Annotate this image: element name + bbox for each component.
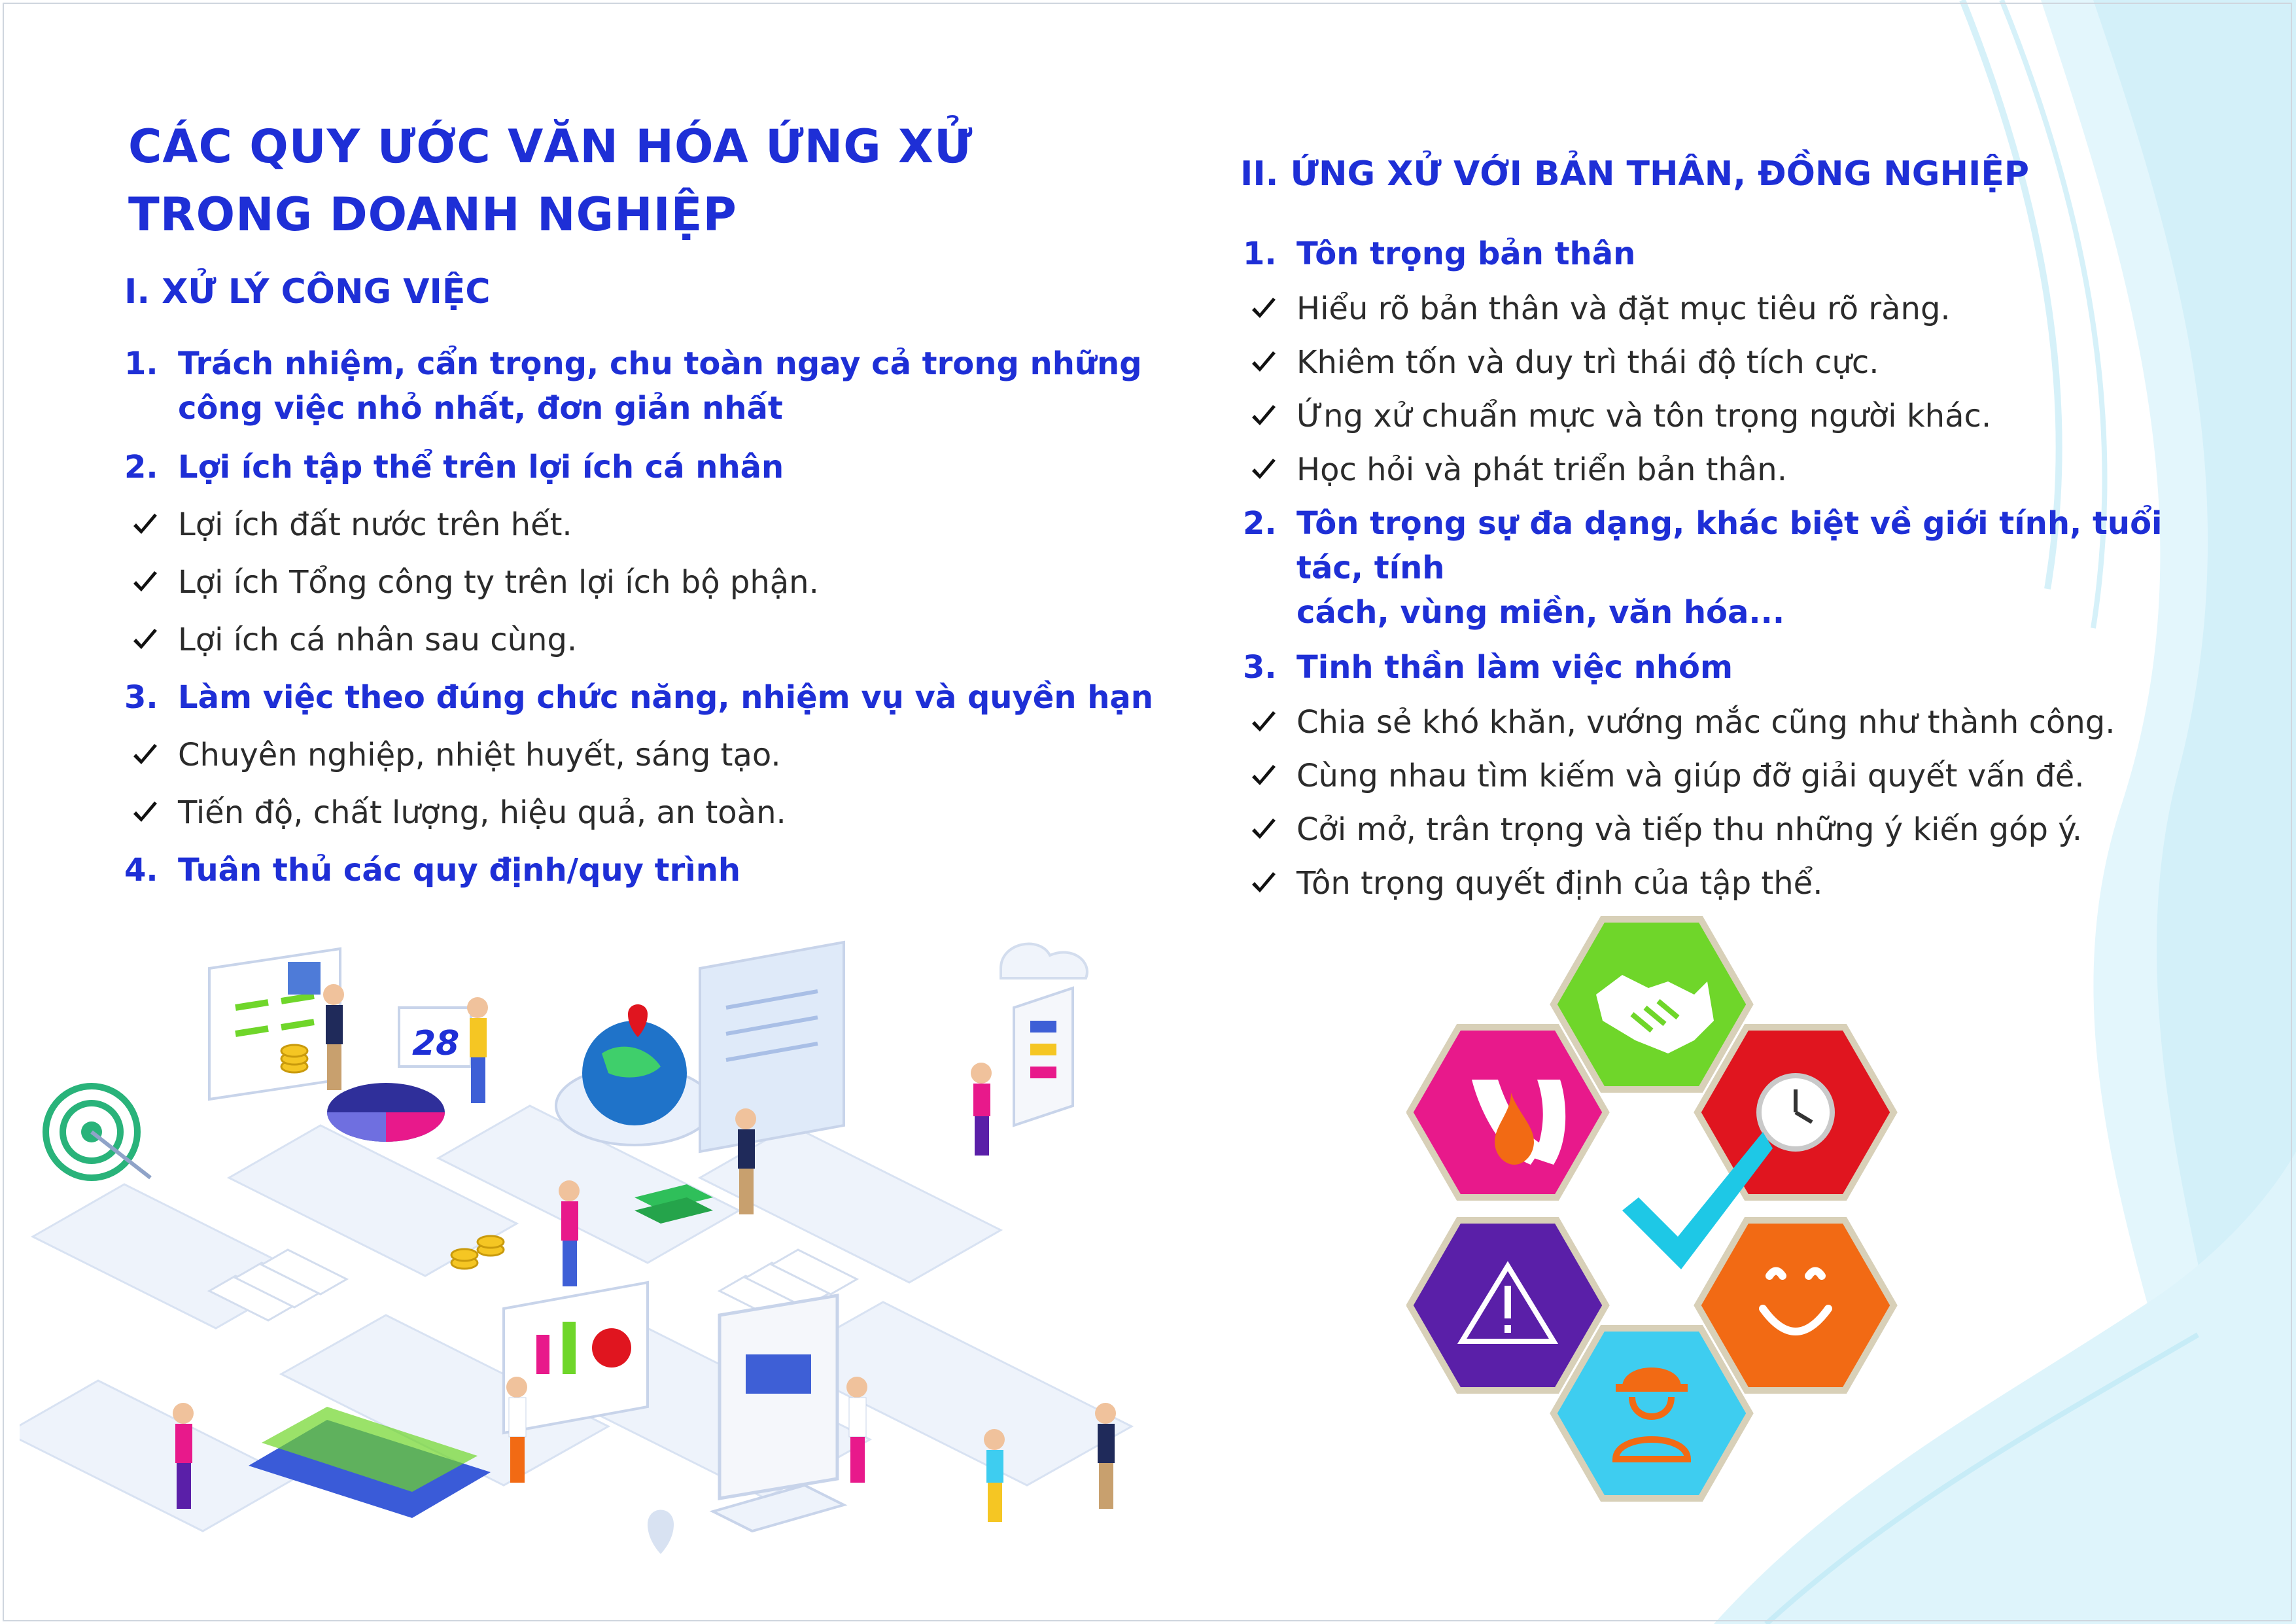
item-heading-line-2: cách, vùng miền, văn hóa... xyxy=(1296,594,1785,631)
target-dartboard xyxy=(46,1086,150,1178)
sub-item-text: Cùng nhau tìm kiếm và giúp đỡ giải quyết vấn đề. xyxy=(1296,758,2085,794)
globe-model xyxy=(556,1004,713,1145)
pie-chart-model xyxy=(327,1083,445,1142)
item-number: 2. xyxy=(1243,505,1277,542)
sub-item-text: Lợi ích Tổng công ty trên lợi ích bộ phận. xyxy=(178,564,819,601)
sub-item xyxy=(1243,448,2191,492)
data-screen xyxy=(700,942,844,1152)
item-number: 3. xyxy=(124,679,158,716)
item-heading: Tuân thủ các quy định/quy trình xyxy=(178,852,741,889)
cloud-icon xyxy=(1001,944,1087,978)
hexagon-punctuality xyxy=(1697,1027,1894,1197)
server-cabinet xyxy=(1014,988,1073,1125)
clock-icon xyxy=(1759,1076,1832,1149)
hexagon-safety xyxy=(1410,1220,1606,1390)
checkmark-icon xyxy=(1249,455,1278,484)
sub-item-text: Lợi ích cá nhân sau cùng. xyxy=(178,622,578,658)
item-heading-line-1: Trách nhiệm, cẩn trọng, chu toàn ngay cả trong những xyxy=(178,345,1142,382)
section-1-item-2-subitems xyxy=(124,503,1158,662)
sub-item xyxy=(124,503,1158,547)
hexagon-teamwork xyxy=(1554,919,1750,1089)
item-heading: Làm việc theo đúng chức năng, nhiệm vụ và quyền hạn xyxy=(178,679,1153,716)
sub-item xyxy=(1243,287,2191,331)
hexagon-positivity xyxy=(1697,1220,1894,1390)
item-heading: Tinh thần làm việc nhóm xyxy=(1296,649,1733,686)
sub-item xyxy=(1243,340,2191,385)
section-1-item-4 xyxy=(124,848,1158,892)
item-heading-line-1: Tôn trọng sự đa dạng, khác biệt về giới tính, tuổi tác, tính xyxy=(1296,505,2163,586)
sub-item-text: Tôn trọng quyết định của tập thể. xyxy=(1296,865,1823,902)
section-2-item-3 xyxy=(1243,645,2191,690)
checkmark-icon xyxy=(131,568,160,597)
sub-item-text: Hiểu rõ bản thân và đặt mục tiêu rõ ràng. xyxy=(1296,291,1951,327)
section-2-list xyxy=(1243,232,2191,915)
sub-item xyxy=(1243,754,2191,798)
sub-item-text: Ứng xử chuẩn mực và tôn trọng người khác. xyxy=(1296,398,1992,434)
checkmark-icon xyxy=(131,510,160,539)
calendar-board xyxy=(209,949,340,1099)
section-1-item-2 xyxy=(124,445,1158,489)
section-1-list xyxy=(124,342,1158,906)
section-2-title: II. ỨNG XỬ VỚI BẢN THÂN, ĐỒNG NGHIỆP xyxy=(1240,154,2029,194)
hexagon-people xyxy=(1554,1328,1750,1498)
section-1-item-3 xyxy=(124,675,1158,720)
business-isometric-illustration xyxy=(20,909,1158,1603)
item-heading-line-2: công việc nhỏ nhất, đơn giản nhất xyxy=(178,390,783,427)
sub-item xyxy=(1243,700,2191,745)
map-pin-icon xyxy=(648,1510,674,1555)
checkmark-icon xyxy=(131,626,160,654)
checkmark-icon xyxy=(131,798,160,827)
sub-item-text: Cởi mở, trân trọng và tiếp thu những ý kiến góp ý. xyxy=(1296,811,2083,848)
checkmark-icon xyxy=(1249,815,1278,844)
values-hexagon-cluster xyxy=(1406,890,1995,1525)
checkmark-icon xyxy=(1249,348,1278,377)
section-2-item-1 xyxy=(1243,232,2191,276)
item-number: 2. xyxy=(124,449,158,485)
checkmark-icon xyxy=(131,741,160,769)
item-number: 3. xyxy=(1243,649,1277,686)
section-2-item-1-subitems xyxy=(1243,287,2191,492)
sub-item-text: Khiêm tốn và duy trì thái độ tích cực. xyxy=(1296,344,1879,381)
item-number: 1. xyxy=(1243,236,1277,272)
checkmark-icon xyxy=(1249,869,1278,898)
hexagon-care xyxy=(1410,1027,1606,1197)
item-number: 1. xyxy=(124,345,158,382)
calendar-day-number: 28 xyxy=(412,1024,460,1063)
sub-item xyxy=(124,790,1158,835)
item-heading: Tôn trọng bản thân xyxy=(1296,236,1636,272)
checkmark-icon xyxy=(1249,294,1278,323)
section-1-item-3-subitems xyxy=(124,733,1158,835)
checkmark-icon xyxy=(1249,708,1278,737)
section-1-title: I. XỬ LÝ CÔNG VIỆC xyxy=(124,272,491,311)
checkmark-icon xyxy=(1249,762,1278,790)
title-line-1: CÁC QUY ƯỚC VĂN HÓA ỨNG XỬ xyxy=(128,120,973,173)
sub-item xyxy=(124,560,1158,605)
sub-item-text: Chuyên nghiệp, nhiệt huyết, sáng tạo. xyxy=(178,737,781,773)
sub-item xyxy=(124,618,1158,662)
sub-item-text: Chia sẻ khó khăn, vướng mắc cũng như thành công. xyxy=(1296,704,2115,741)
item-heading: Lợi ích tập thể trên lợi ích cá nhân xyxy=(178,449,784,485)
section-1-item-1 xyxy=(124,342,1158,431)
checkmark-icon xyxy=(1249,402,1278,431)
section-2-item-2 xyxy=(1243,501,2191,635)
item-number: 4. xyxy=(124,852,158,889)
section-2-item-3-subitems xyxy=(1243,700,2191,906)
sub-item xyxy=(124,733,1158,777)
calendar-day-card xyxy=(399,1008,471,1067)
sub-item-text: Lợi ích đất nước trên hết. xyxy=(178,506,572,543)
sub-item-text: Học hỏi và phát triển bản thân. xyxy=(1296,451,1787,488)
sub-item xyxy=(1243,807,2191,852)
page-title xyxy=(128,113,973,249)
title-line-2: TRONG DOANH NGHIỆP xyxy=(128,188,737,241)
tablet-device xyxy=(720,1296,837,1498)
sub-item-text: Tiến độ, chất lượng, hiệu quả, an toàn. xyxy=(178,794,786,831)
sub-item xyxy=(1243,394,2191,438)
